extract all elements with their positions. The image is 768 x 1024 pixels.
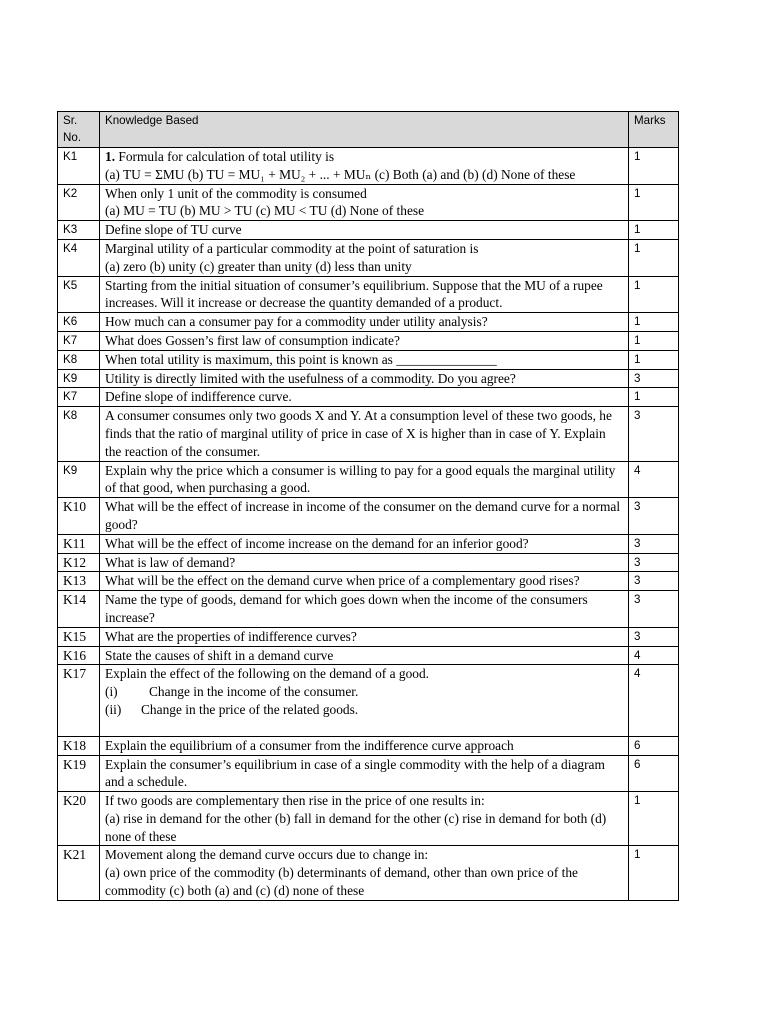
question-text: Utility is directly limited with the usefulness of a commodity. Do you agree? [105,370,516,386]
question-text: Name the type of goods, demand for which goes down when the income of the consumers increase? [105,592,588,625]
question-cell [100,369,629,388]
question-cell [100,572,629,591]
question-cell [100,627,629,646]
table-row [58,388,679,407]
sr-no-cell: K15 [58,627,100,646]
marks-cell: 1 [629,350,679,369]
header-row [58,112,679,148]
question-cell [100,755,629,792]
sr-no-cell: K10 [58,498,100,535]
marks-cell: 1 [629,313,679,332]
question-cell [100,846,629,900]
marks-cell: 4 [629,461,679,498]
question-text: How much can a consumer pay for a commodity under utility analysis? [105,314,488,330]
question-cell [100,276,629,313]
table-row [58,792,679,846]
questions-table [57,111,679,901]
question-text: A consumer consumes only two goods X and Y. At a consumption level of these two goods, he finds that the ratio of marginal utility of price in case of X is higher than in case of Y. Explain the reaction of the consumer. [105,408,612,459]
marks-cell: 4 [629,646,679,665]
header-marks: Marks [629,112,679,148]
sr-no-cell: K16 [58,646,100,665]
marks-cell: 4 [629,665,679,736]
question-text: Starting from the initial situation of consumer’s equilibrium. Suppose that the MU of a rupee increases. Will it increase or decrease the quantity demanded of a product. [105,277,603,311]
question-text: (a) MU = TU (b) MU > TU (c) MU < TU (d) None of these [105,203,425,219]
table-row [58,331,679,350]
table-row [58,350,679,369]
sr-no-cell: K3 [58,221,100,240]
question-text: When total utility is maximum, this point is known as _______________ [105,351,497,367]
table-row [58,846,679,900]
sub-item-text: Change in the income of the consumer. [149,684,359,700]
question-text: What will be the effect of income increase on the demand for an inferior good? [105,535,529,551]
marks-cell: 3 [629,553,679,572]
question-text: What is law of demand? [105,554,236,570]
sr-no-cell: K7 [58,331,100,350]
sr-no-cell: K17 [58,665,100,736]
marks-cell: 1 [629,388,679,407]
table-row [58,313,679,332]
sr-no-cell: K21 [58,846,100,900]
sr-no-cell: K9 [58,461,100,498]
marks-cell: 1 [629,239,679,276]
table-row [58,534,679,553]
marks-cell: 3 [629,591,679,628]
question-text: What will be the effect of increase in income of the consumer on the demand curve for a normal good? [105,499,621,532]
question-cell [100,498,629,535]
question-cell [100,350,629,369]
question-text: Explain the effect of the following on the demand of a good. [105,666,430,682]
table-row [58,498,679,535]
marks-cell: 3 [629,407,679,461]
question-text: Movement along the demand curve occurs due to change in: [105,847,429,863]
sr-no-cell: K18 [58,736,100,755]
question-text: (a) own price of the commodity (b) determinants of demand, other than own price of the commodity (c) both (a) and (c) (d) none of these [105,865,578,899]
marks-cell: 1 [629,184,679,221]
question-cell [100,388,629,407]
table-row [58,184,679,221]
sr-no-cell: K13 [58,572,100,591]
question-cell [100,221,629,240]
marks-cell: 1 [629,792,679,846]
question-cell [100,591,629,628]
header-sr-no: Sr. No. [58,112,100,148]
question-text: (a) TU = ΣMU (b) TU = MU₁ + MU₂ + ... + MUₙ (c) Both (a) and (b) (d) None of these [105,166,576,182]
sub-item-number: (i) [105,684,118,700]
sr-no-cell: K20 [58,792,100,846]
table-body [58,148,679,901]
question-text: Define slope of TU curve [105,222,242,238]
sr-no-cell: K14 [58,591,100,628]
question-cell [100,148,629,185]
table-row [58,646,679,665]
question-cell [100,461,629,498]
sub-item [105,701,624,719]
spacer [105,719,624,736]
sr-no-cell: K7 [58,388,100,407]
marks-cell: 1 [629,331,679,350]
table-row [58,553,679,572]
marks-cell: 3 [629,498,679,535]
question-number: 1. [105,149,116,164]
question-text: What are the properties of indifference curves? [105,628,357,644]
sub-item-text: Change in the price of the related goods. [141,701,359,717]
marks-cell: 6 [629,736,679,755]
sr-no-cell: K11 [58,534,100,553]
question-text: State the causes of shift in a demand curve [105,647,334,663]
sr-no-cell: K2 [58,184,100,221]
marks-cell: 1 [629,221,679,240]
marks-cell: 6 [629,755,679,792]
question-text: What does Gossen’s first law of consumption indicate? [105,332,400,348]
question-cell [100,736,629,755]
sr-no-cell: K9 [58,369,100,388]
sr-no-cell: K1 [58,148,100,185]
question-text: (a) rise in demand for the other (b) fall in demand for the other (c) rise in demand for both (d) none of these [105,810,607,844]
question-text: (a) zero (b) unity (c) greater than unity (d) less than unity [105,258,412,274]
question-cell [100,331,629,350]
table-row [58,627,679,646]
question-cell [100,534,629,553]
table-row [58,461,679,498]
question-cell [100,646,629,665]
table-row [58,755,679,792]
sr-no-cell: K8 [58,350,100,369]
marks-cell: 1 [629,148,679,185]
question-text: Explain the equilibrium of a consumer from the indifference curve approach [105,737,514,753]
table-row [58,239,679,276]
table-row [58,148,679,185]
sr-no-cell: K5 [58,276,100,313]
table-row [58,572,679,591]
question-text: Define slope of indifference curve. [105,389,292,405]
table-row [58,591,679,628]
question-cell [100,184,629,221]
table-row [58,276,679,313]
table-row [58,736,679,755]
question-cell [100,792,629,846]
question-text: If two goods are complementary then rise in the price of one results in: [105,793,485,809]
question-text: Marginal utility of a particular commodity at the point of saturation is [105,240,479,256]
sub-item-number: (ii) [105,701,122,717]
table-row [58,369,679,388]
marks-cell: 3 [629,369,679,388]
question-text: Explain why the price which a consumer is willing to pay for a good equals the marginal utility of that good, when purchasing a good. [105,462,616,496]
sub-item [105,683,624,701]
question-cell [100,665,629,736]
question-cell [100,553,629,572]
marks-cell: 3 [629,572,679,591]
marks-cell: 1 [629,276,679,313]
table-row [58,665,679,736]
question-text: When only 1 unit of the commodity is consumed [105,185,367,201]
question-cell [100,239,629,276]
question-text: 1. Formula for calculation of total utility is [105,149,335,164]
sr-no-cell: K19 [58,755,100,792]
table-row [58,407,679,461]
table-row [58,221,679,240]
marks-cell: 3 [629,627,679,646]
marks-cell: 3 [629,534,679,553]
question-text: What will be the effect on the demand curve when price of a complementary good rises? [105,573,580,589]
sr-no-cell: K6 [58,313,100,332]
question-cell [100,313,629,332]
question-text: Explain the consumer’s equilibrium in case of a single commodity with the help of a diagram and a schedule. [105,756,605,790]
question-cell [100,407,629,461]
sr-no-cell: K12 [58,553,100,572]
sr-no-cell: K8 [58,407,100,461]
marks-cell: 1 [629,846,679,900]
sr-no-cell: K4 [58,239,100,276]
header-knowledge-based: Knowledge Based [100,112,629,148]
